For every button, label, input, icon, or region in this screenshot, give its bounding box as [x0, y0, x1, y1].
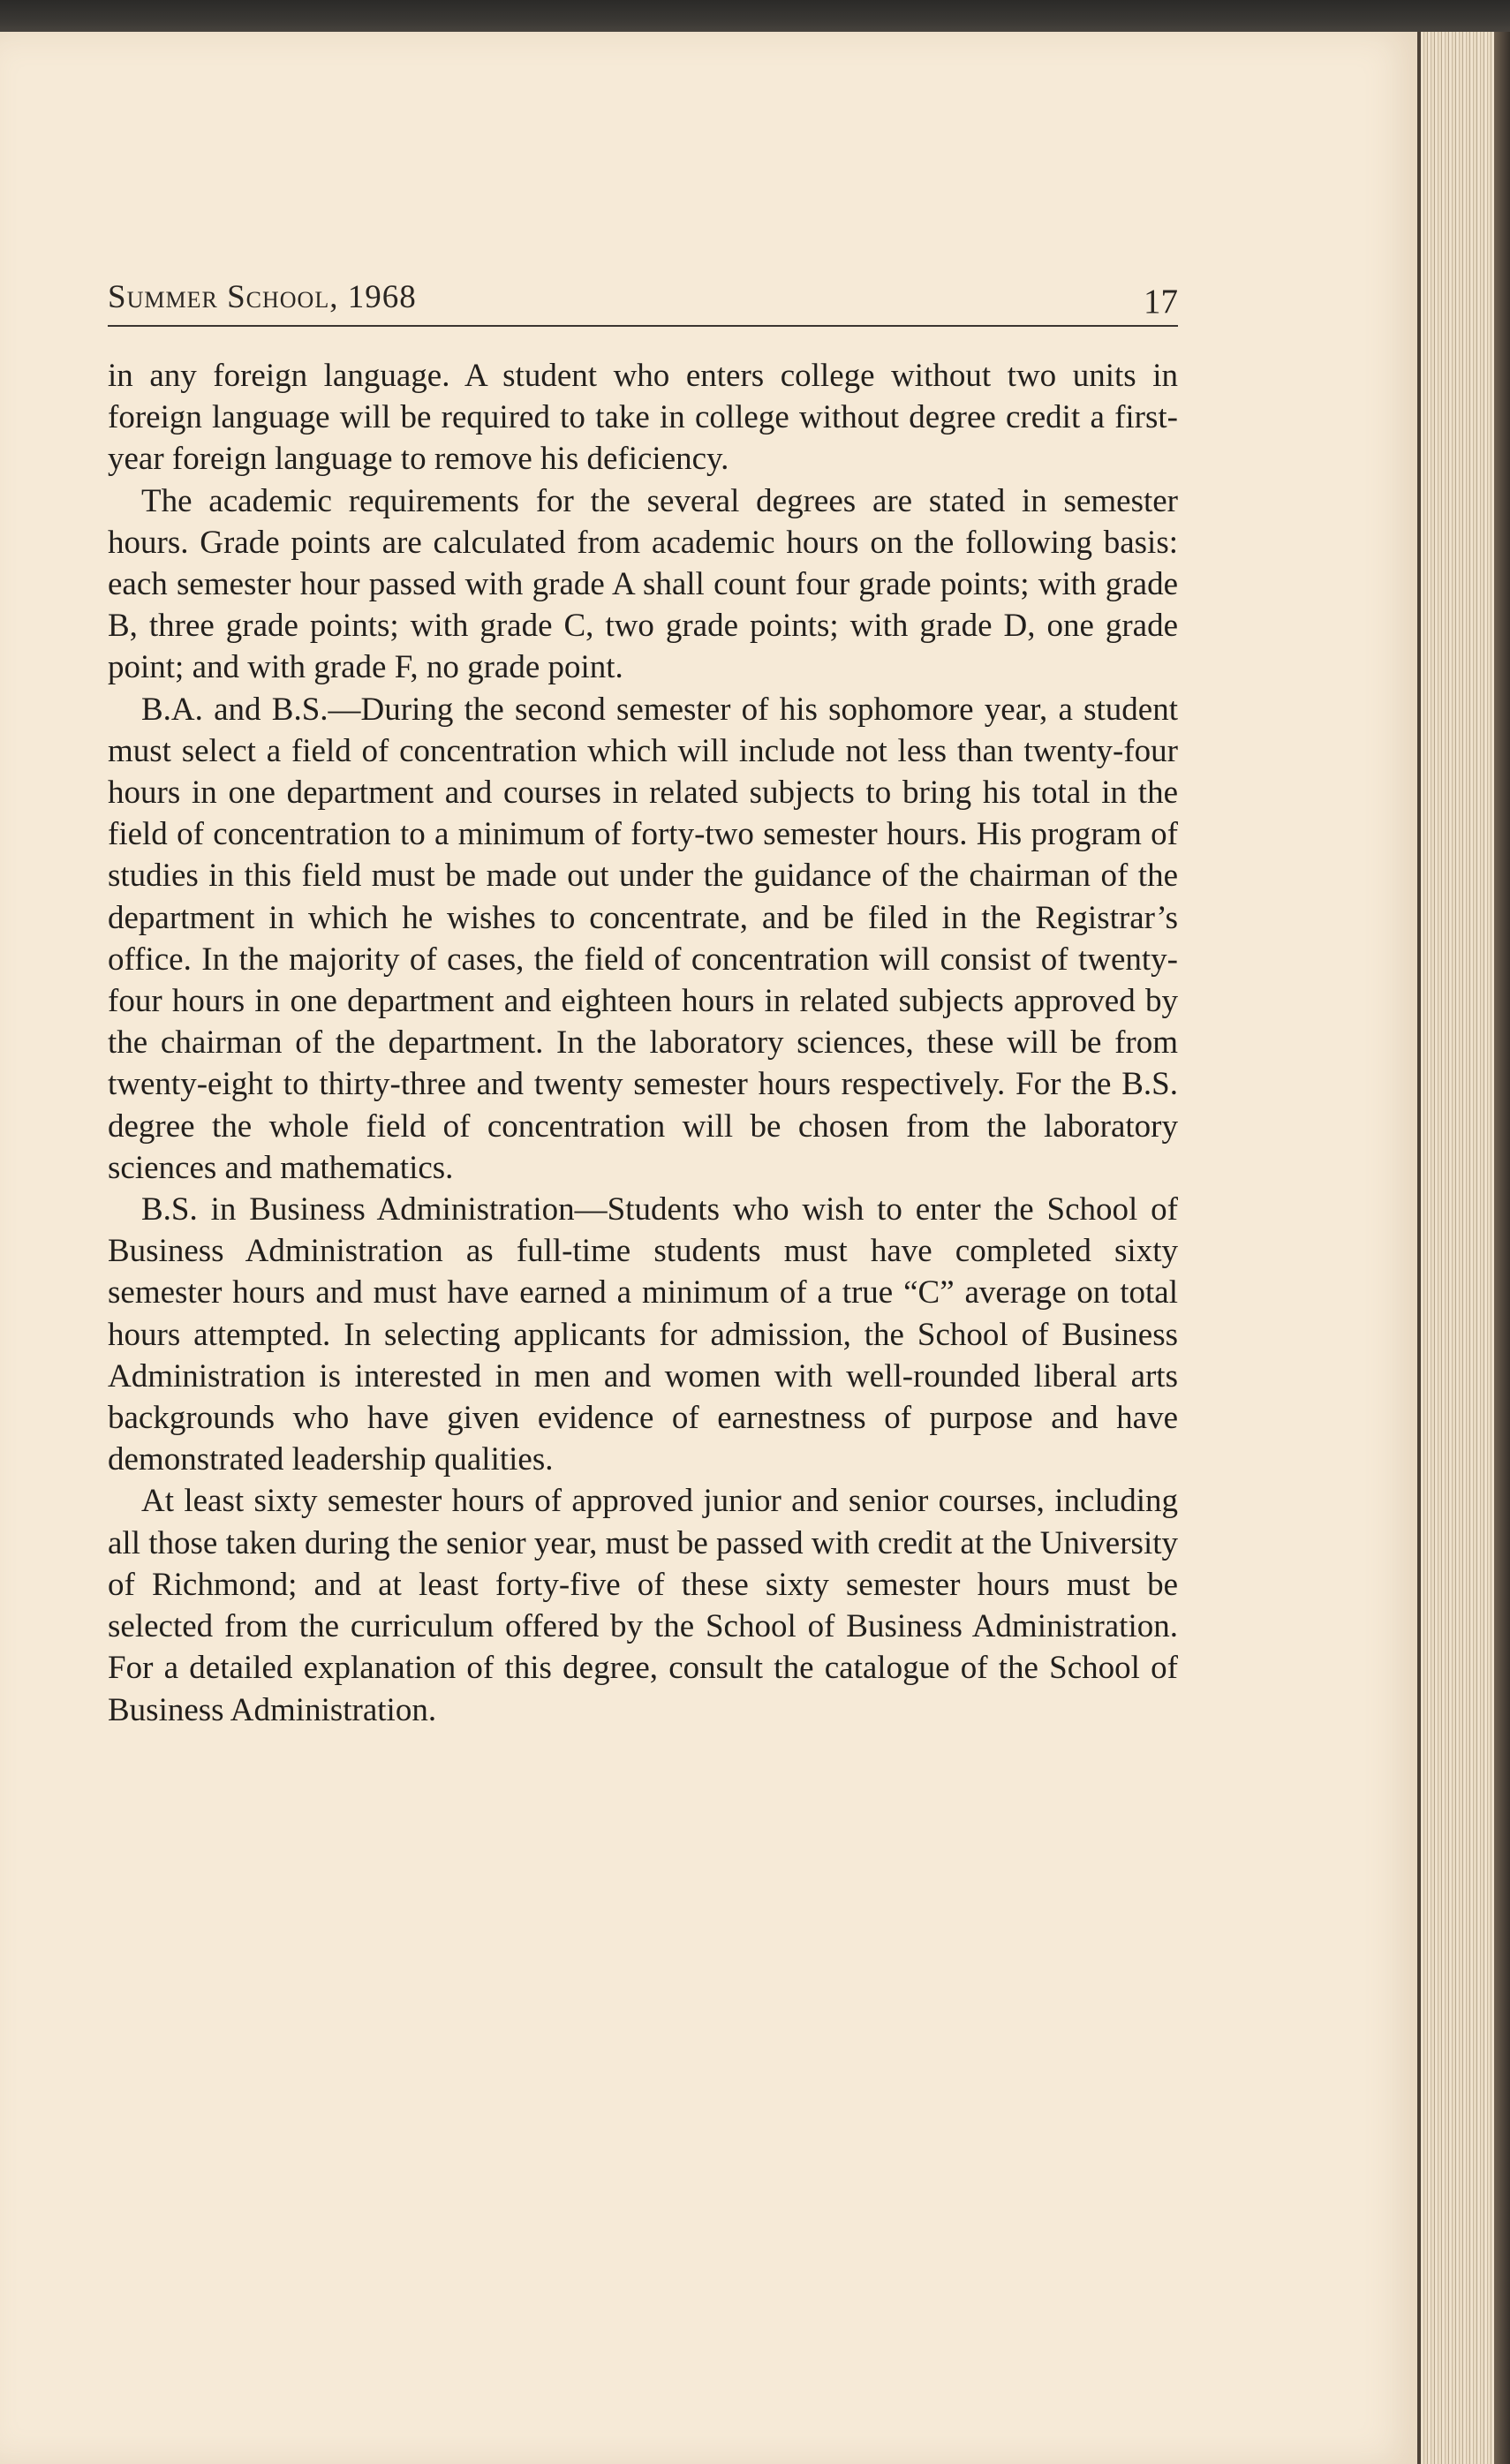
- page-edge-stack: [1417, 32, 1510, 2464]
- paragraph-business-administration: B.S. in Business Administration—Students who wish to enter the School of Business Administration as full-time students must have completed sixty semester hours and must have earned a minimum of a true “C” average on total hours attempted. In selecting applicants for admission, the School of Business Administration is interested in men and women with well-rounded liberal arts backgrounds who have given evidence of earnestness of purpose and have demonstrated leadership qualities.: [108, 1191, 1178, 1478]
- book-cover-edge: [1494, 32, 1510, 2464]
- running-head: Summer School, 1968: [108, 279, 417, 315]
- paragraph-senior-courses: At least sixty semester hours of approved junior and senior courses, including all those taken during the senior year, must be passed with credit at the University of Richmond; and at least forty-five of these sixty semester hours must be selected from the curriculum offered by the School of Business Administration. For a detailed explanation of this degree, consult the catalogue of the School of Business Administration.: [108, 1483, 1179, 1728]
- scan-top-border: [0, 0, 1510, 35]
- paragraph-grade-points: The academic requirements for the several degrees are stated in semester hours. Grade points are calculated from academic hours on the following basis: each semester hour passed with grade A shall count four grade points; with grade B, three grade points; with grade C, two grade points; with grade D, one grade point; and with grade F, no grade point.: [108, 482, 1178, 686]
- paragraph-continuation: in any foreign language. A student who enters college without two units in foreign language will be required to take in college without degree credit a first-year foreign language to remove his deficiency.: [108, 358, 1178, 478]
- paragraph-ba-bs: B.A. and B.S.—During the second semester of his sophomore year, a student must select a field of concentration which will include not less than twenty-four hours in one department and courses in related subjects to bring his total in the field of concentration to a minimum of forty-two semester hours. His program of studies in this field must be made out under the guidance of the chairman of the department in which he wishes to concentrate, and be filed in the Registrar’s office. In the majority of cases, the field of concentration will consist of twenty-four hours in one department and eighteen hours in related subjects approved by the chairman of the department. In the laboratory sciences, these will be from twenty-eight to thirty-three and twenty semester hours respectively. For the B.S. degree the whole field of concentration will be chosen from the laboratory sciences and mathematics.: [108, 691, 1178, 1186]
- page-header: [108, 265, 1178, 327]
- page-number: 17: [1144, 283, 1178, 321]
- body-text: [108, 355, 1178, 1731]
